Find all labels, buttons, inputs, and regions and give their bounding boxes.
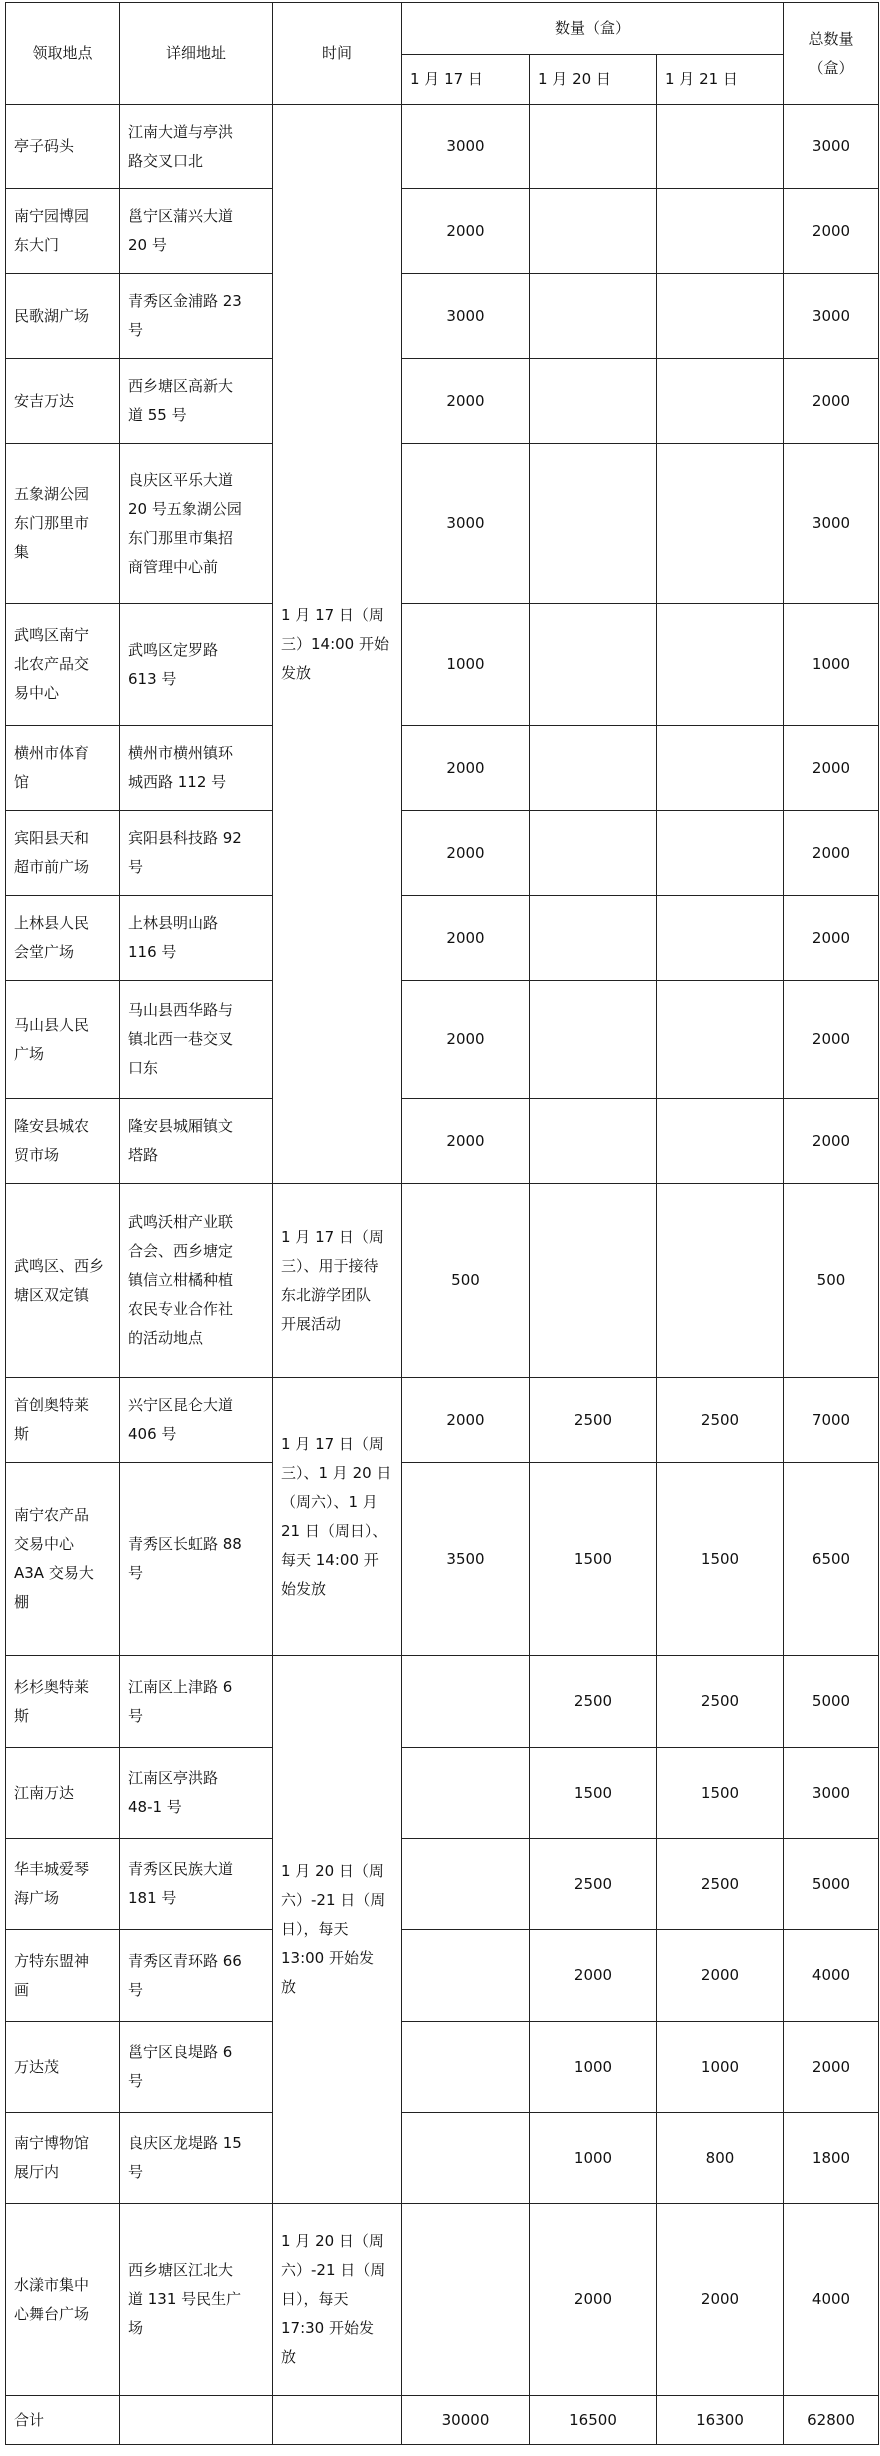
address-cell: 横州市横州镇环 城西路 112 号 — [120, 726, 273, 811]
location-cell: 马山县人民 广场 — [6, 981, 120, 1099]
qty-jan17-cell — [402, 2022, 530, 2113]
qty-jan17-cell: 2000 — [402, 896, 530, 981]
total-cell: 6500 — [784, 1463, 879, 1656]
location-cell: 首创奥特莱 斯 — [6, 1378, 120, 1463]
qty-jan21-cell — [657, 444, 784, 604]
qty-jan20-cell — [530, 1184, 657, 1378]
qty-jan17-cell: 3000 — [402, 444, 530, 604]
qty-jan20-cell: 2000 — [530, 1930, 657, 2022]
table-row — [6, 1184, 879, 1378]
location-cell: 上林县人民 会堂广场 — [6, 896, 120, 981]
qty-jan21-cell — [657, 274, 784, 359]
header-date: 1 月 17 日 — [402, 55, 530, 105]
summary-label: 合计 — [6, 2396, 120, 2445]
table-row — [6, 1656, 879, 1748]
location-cell: 民歌湖广场 — [6, 274, 120, 359]
table-row — [6, 359, 879, 444]
table-row — [6, 2113, 879, 2204]
table-row — [6, 1930, 879, 2022]
time-cell: 1 月 20 日（周 六）-21 日（周 日），每天 13:00 开始发 放 — [273, 1656, 402, 2204]
total-cell: 2000 — [784, 896, 879, 981]
address-cell: 武鸣沃柑产业联 合会、西乡塘定 镇信立柑橘种植 农民专业合作社 的活动地点 — [120, 1184, 273, 1378]
qty-jan21-cell — [657, 189, 784, 274]
qty-jan21-cell: 2500 — [657, 1378, 784, 1463]
total-cell: 3000 — [784, 105, 879, 189]
qty-jan20-cell — [530, 359, 657, 444]
distribution-table — [5, 2, 879, 2445]
summary-address — [120, 2396, 273, 2445]
qty-jan17-cell: 3500 — [402, 1463, 530, 1656]
address-cell: 江南区上津路 6 号 — [120, 1656, 273, 1748]
table-row — [6, 105, 879, 189]
total-cell: 2000 — [784, 1099, 879, 1184]
qty-jan20-cell — [530, 189, 657, 274]
qty-jan17-cell: 2000 — [402, 811, 530, 896]
header-date: 1 月 20 日 — [530, 55, 657, 105]
qty-jan21-cell — [657, 726, 784, 811]
qty-jan17-cell: 2000 — [402, 1099, 530, 1184]
time-cell: 1 月 20 日（周 六）-21 日（周 日），每天 17:30 开始发 放 — [273, 2204, 402, 2396]
address-cell: 隆安县城厢镇文 塔路 — [120, 1099, 273, 1184]
qty-jan17-cell — [402, 1839, 530, 1930]
total-cell: 2000 — [784, 2022, 879, 2113]
qty-jan21-cell: 1000 — [657, 2022, 784, 2113]
summary-jan17: 30000 — [402, 2396, 530, 2445]
location-cell: 南宁园博园 东大门 — [6, 189, 120, 274]
qty-jan17-cell: 1000 — [402, 604, 530, 726]
qty-jan21-cell — [657, 896, 784, 981]
qty-jan21-cell: 2500 — [657, 1656, 784, 1748]
address-cell: 西乡塘区江北大 道 131 号民生广 场 — [120, 2204, 273, 2396]
total-cell: 500 — [784, 1184, 879, 1378]
qty-jan21-cell — [657, 1099, 784, 1184]
qty-jan21-cell — [657, 1184, 784, 1378]
qty-jan20-cell: 2500 — [530, 1839, 657, 1930]
qty-jan20-cell — [530, 604, 657, 726]
location-cell: 武鸣区、西乡 塘区双定镇 — [6, 1184, 120, 1378]
qty-jan21-cell — [657, 811, 784, 896]
summary-total: 62800 — [784, 2396, 879, 2445]
total-cell: 1000 — [784, 604, 879, 726]
table-row — [6, 1463, 879, 1656]
table-row — [6, 274, 879, 359]
qty-jan20-cell — [530, 105, 657, 189]
qty-jan21-cell: 2000 — [657, 1930, 784, 2022]
qty-jan17-cell: 2000 — [402, 1378, 530, 1463]
location-cell: 五象湖公园 东门那里市 集 — [6, 444, 120, 604]
header-quantity: 数量（盒） — [402, 3, 784, 55]
summary-row — [6, 2396, 879, 2445]
qty-jan17-cell — [402, 2204, 530, 2396]
qty-jan17-cell — [402, 1656, 530, 1748]
time-cell: 1 月 17 日（周 三）14:00 开始 发放 — [273, 105, 402, 1184]
address-cell: 青秀区青环路 66 号 — [120, 1930, 273, 2022]
qty-jan20-cell: 1000 — [530, 2022, 657, 2113]
total-cell: 2000 — [784, 726, 879, 811]
total-cell: 2000 — [784, 981, 879, 1099]
total-cell: 4000 — [784, 2204, 879, 2396]
location-cell: 安吉万达 — [6, 359, 120, 444]
qty-jan17-cell: 2000 — [402, 359, 530, 444]
summary-jan21: 16300 — [657, 2396, 784, 2445]
location-cell: 武鸣区南宁 北农产品交 易中心 — [6, 604, 120, 726]
header-total: 总数量 （盒） — [784, 3, 879, 105]
qty-jan21-cell — [657, 981, 784, 1099]
total-cell: 5000 — [784, 1839, 879, 1930]
table-row — [6, 2022, 879, 2113]
location-cell: 杉杉奥特莱 斯 — [6, 1656, 120, 1748]
time-cell: 1 月 17 日（周 三）、用于接待 东北游学团队 开展活动 — [273, 1184, 402, 1378]
table-row — [6, 444, 879, 604]
total-cell: 2000 — [784, 811, 879, 896]
qty-jan17-cell: 500 — [402, 1184, 530, 1378]
total-cell: 5000 — [784, 1656, 879, 1748]
qty-jan20-cell: 1500 — [530, 1463, 657, 1656]
qty-jan20-cell: 2500 — [530, 1378, 657, 1463]
header-location: 领取地点 — [6, 3, 120, 105]
qty-jan17-cell — [402, 1930, 530, 2022]
table-row — [6, 1378, 879, 1463]
address-cell: 上林县明山路 116 号 — [120, 896, 273, 981]
location-cell: 江南万达 — [6, 1748, 120, 1839]
address-cell: 江南大道与亭洪 路交叉口北 — [120, 105, 273, 189]
qty-jan20-cell — [530, 274, 657, 359]
location-cell: 水漾市集中 心舞台广场 — [6, 2204, 120, 2396]
total-cell: 7000 — [784, 1378, 879, 1463]
location-cell: 隆安县城农 贸市场 — [6, 1099, 120, 1184]
time-cell: 1 月 17 日（周 三）、1 月 20 日 （周六）、1 月 21 日（周日）、 每天 14:00 开 始发放 — [273, 1378, 402, 1656]
qty-jan21-cell: 2000 — [657, 2204, 784, 2396]
address-cell: 良庆区龙堤路 15 号 — [120, 2113, 273, 2204]
total-cell: 3000 — [784, 274, 879, 359]
total-cell: 3000 — [784, 1748, 879, 1839]
location-cell: 南宁博物馆 展厅内 — [6, 2113, 120, 2204]
qty-jan20-cell — [530, 726, 657, 811]
address-cell: 武鸣区定罗路 613 号 — [120, 604, 273, 726]
total-cell: 1800 — [784, 2113, 879, 2204]
header-time: 时间 — [273, 3, 402, 105]
qty-jan21-cell — [657, 105, 784, 189]
qty-jan20-cell — [530, 444, 657, 604]
header-date: 1 月 21 日 — [657, 55, 784, 105]
qty-jan17-cell: 2000 — [402, 189, 530, 274]
address-cell: 邕宁区良堤路 6 号 — [120, 2022, 273, 2113]
qty-jan20-cell — [530, 1099, 657, 1184]
qty-jan17-cell: 3000 — [402, 274, 530, 359]
table-row — [6, 726, 879, 811]
location-cell: 华丰城爱琴 海广场 — [6, 1839, 120, 1930]
qty-jan20-cell: 1500 — [530, 1748, 657, 1839]
address-cell: 兴宁区昆仑大道 406 号 — [120, 1378, 273, 1463]
address-cell: 马山县西华路与 镇北西一巷交叉 口东 — [120, 981, 273, 1099]
address-cell: 青秀区金浦路 23 号 — [120, 274, 273, 359]
qty-jan21-cell: 1500 — [657, 1748, 784, 1839]
table-row — [6, 189, 879, 274]
table-row — [6, 1099, 879, 1184]
location-cell: 亭子码头 — [6, 105, 120, 189]
address-cell: 青秀区民族大道 181 号 — [120, 1839, 273, 1930]
address-cell: 江南区亭洪路 48-1 号 — [120, 1748, 273, 1839]
qty-jan21-cell: 1500 — [657, 1463, 784, 1656]
qty-jan17-cell — [402, 2113, 530, 2204]
location-cell: 宾阳县天和 超市前广场 — [6, 811, 120, 896]
table-row — [6, 896, 879, 981]
table-row — [6, 2204, 879, 2396]
total-cell: 4000 — [784, 1930, 879, 2022]
total-cell: 2000 — [784, 189, 879, 274]
qty-jan21-cell: 800 — [657, 2113, 784, 2204]
qty-jan20-cell: 2500 — [530, 1656, 657, 1748]
location-cell: 南宁农产品 交易中心 A3A 交易大 棚 — [6, 1463, 120, 1656]
address-cell: 西乡塘区高新大 道 55 号 — [120, 359, 273, 444]
qty-jan20-cell — [530, 981, 657, 1099]
total-cell: 2000 — [784, 359, 879, 444]
qty-jan17-cell: 2000 — [402, 726, 530, 811]
address-cell: 邕宁区蒲兴大道 20 号 — [120, 189, 273, 274]
location-cell: 方特东盟神 画 — [6, 1930, 120, 2022]
table-row — [6, 1748, 879, 1839]
qty-jan21-cell — [657, 604, 784, 726]
address-cell: 宾阳县科技路 92 号 — [120, 811, 273, 896]
summary-time — [273, 2396, 402, 2445]
header-address: 详细地址 — [120, 3, 273, 105]
qty-jan20-cell — [530, 896, 657, 981]
location-cell: 万达茂 — [6, 2022, 120, 2113]
qty-jan20-cell: 1000 — [530, 2113, 657, 2204]
location-cell: 横州市体育 馆 — [6, 726, 120, 811]
summary-jan20: 16500 — [530, 2396, 657, 2445]
table-row — [6, 811, 879, 896]
qty-jan21-cell — [657, 359, 784, 444]
total-cell: 3000 — [784, 444, 879, 604]
qty-jan20-cell: 2000 — [530, 2204, 657, 2396]
table-row — [6, 604, 879, 726]
table-row — [6, 981, 879, 1099]
qty-jan17-cell: 2000 — [402, 981, 530, 1099]
address-cell: 青秀区长虹路 88 号 — [120, 1463, 273, 1656]
qty-jan17-cell — [402, 1748, 530, 1839]
qty-jan20-cell — [530, 811, 657, 896]
qty-jan21-cell: 2500 — [657, 1839, 784, 1930]
address-cell: 良庆区平乐大道 20 号五象湖公园 东门那里市集招 商管理中心前 — [120, 444, 273, 604]
table-row — [6, 1839, 879, 1930]
qty-jan17-cell: 3000 — [402, 105, 530, 189]
